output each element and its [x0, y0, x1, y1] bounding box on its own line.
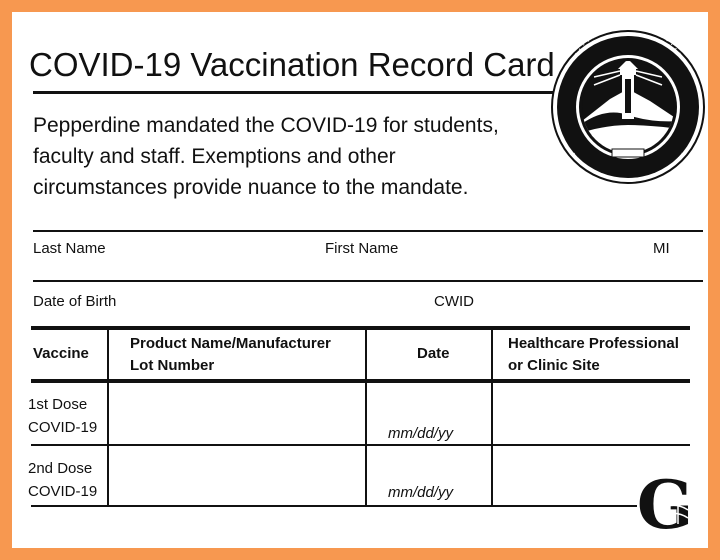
- vaccine-name: COVID-19: [28, 419, 98, 436]
- graphic-g-logo-icon: [632, 468, 698, 538]
- table-row-rule: [31, 444, 690, 446]
- middle-initial-label: MI: [653, 240, 670, 257]
- table-bottom-rule: [31, 505, 637, 507]
- professional-header-line2: or Clinic Site: [508, 357, 600, 374]
- last-name-label: Last Name: [33, 240, 106, 257]
- cwid-label: CWID: [434, 293, 474, 310]
- date-header: Date: [417, 345, 450, 362]
- table-column-divider: [107, 328, 109, 507]
- title-underline: [33, 91, 553, 94]
- dose-label: 1st Dose: [28, 396, 88, 413]
- intro-paragraph: Pepperdine mandated the COVID-19 for students, faculty and staff. Exemptions and other circumstances provide nuance to the mandate.: [33, 114, 499, 199]
- svg-text:G: G: [636, 468, 694, 538]
- top-field-rule: [33, 230, 703, 232]
- date-field[interactable]: mm/dd/yy: [388, 484, 454, 501]
- date-field[interactable]: mm/dd/yy: [388, 425, 454, 442]
- date-of-birth-label: Date of Birth: [33, 293, 117, 310]
- product-lot-field[interactable]: [111, 448, 363, 506]
- university-seal-icon: [550, 29, 706, 185]
- product-header-line2: Lot Number: [130, 357, 215, 374]
- product-lot-field[interactable]: [111, 385, 363, 445]
- table-top-rule: [31, 326, 690, 330]
- name-field-rule: [33, 280, 703, 282]
- dose-label: 2nd Dose: [28, 460, 93, 477]
- clinic-site-field[interactable]: [495, 385, 690, 445]
- product-header-line1: Product Name/Manufacturer: [130, 335, 331, 352]
- table-column-divider: [365, 328, 367, 507]
- vaccine-name: COVID-19: [28, 483, 98, 500]
- professional-header-line1: Healthcare Professional: [508, 335, 679, 352]
- card-title: COVID-19 Vaccination Record Card: [29, 46, 555, 83]
- table-column-divider: [491, 328, 493, 507]
- first-name-label: First Name: [325, 240, 399, 257]
- vaccine-header: Vaccine: [33, 345, 89, 362]
- table-header-rule: [31, 379, 690, 383]
